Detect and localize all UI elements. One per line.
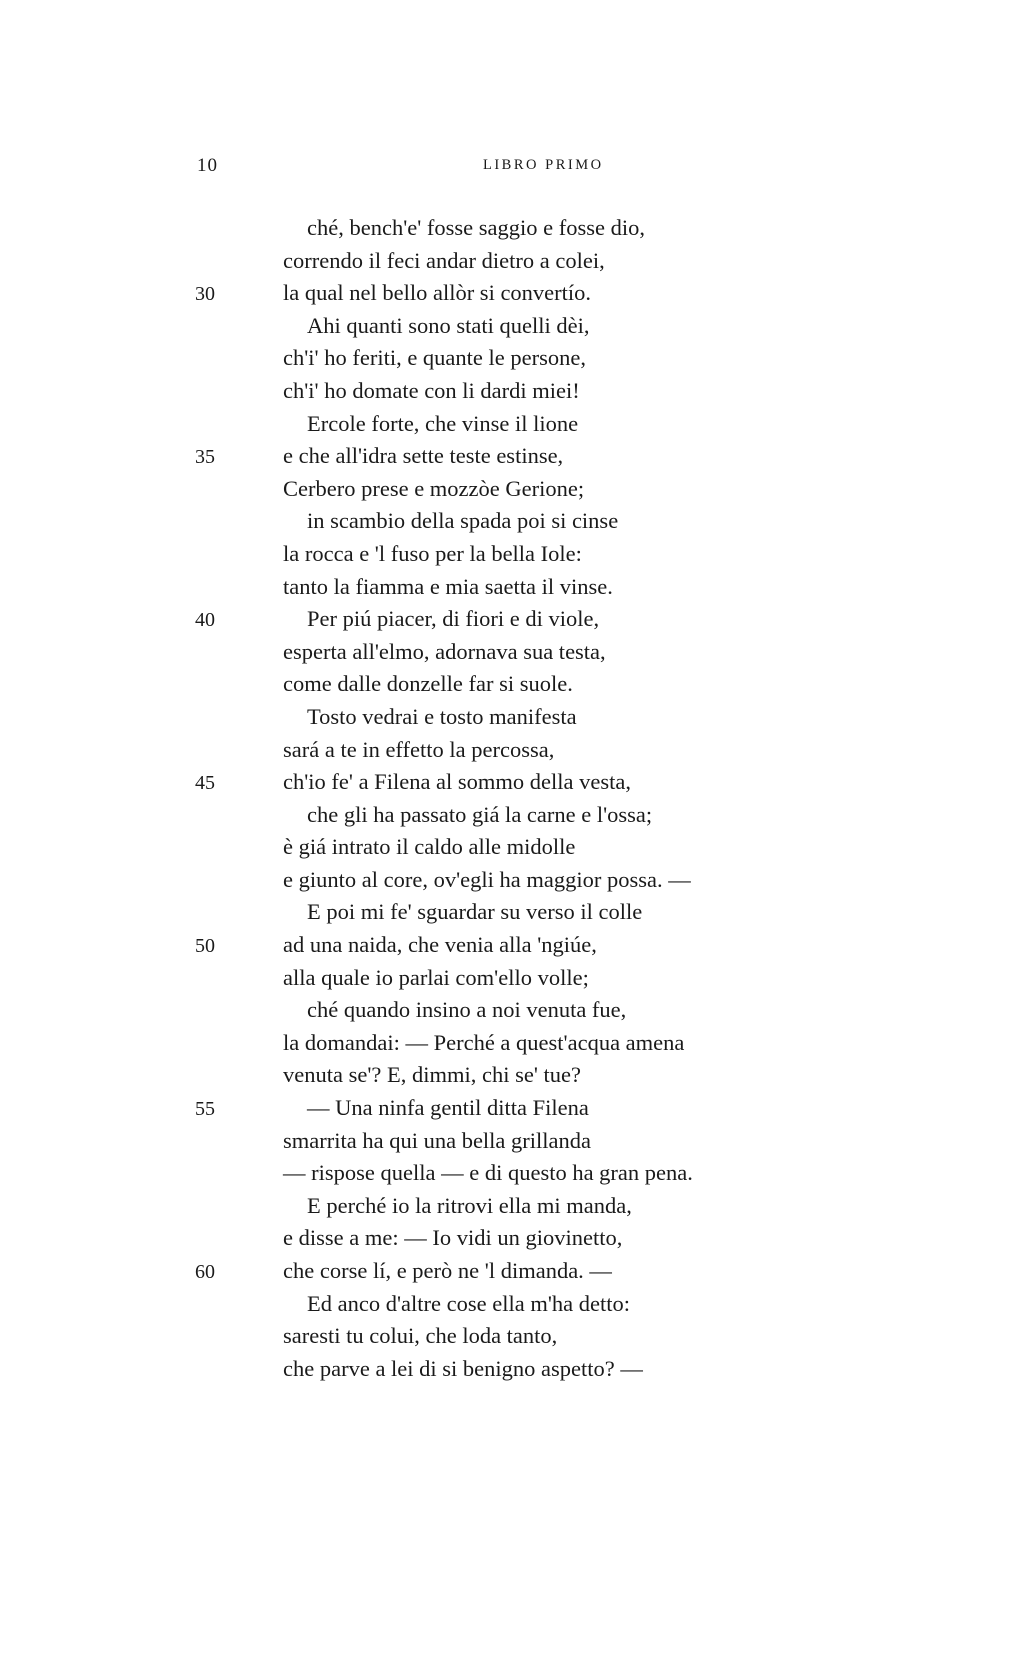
line-number: 40 bbox=[195, 609, 215, 632]
verse-text: Cerbero prese e mozzòe Gerione; bbox=[283, 475, 585, 501]
verse-line bbox=[0, 603, 1016, 636]
verse-line bbox=[0, 505, 1016, 538]
verse-text: ché quando insino a noi venuta fue, bbox=[307, 997, 627, 1023]
verse-text: ch'i' ho feriti, e quante le persone, bbox=[283, 345, 586, 371]
verse-line bbox=[0, 440, 1016, 473]
verse-text: smarrita ha qui una bella grillanda bbox=[283, 1127, 592, 1153]
line-number: 60 bbox=[195, 1261, 215, 1283]
verse-text: Tosto vedrai e tosto manifesta bbox=[307, 703, 577, 729]
verse-line bbox=[0, 571, 1016, 604]
verse-line bbox=[0, 408, 1016, 441]
verse-line bbox=[0, 1320, 1016, 1353]
verse-line bbox=[0, 994, 1016, 1027]
verse-line bbox=[0, 701, 1016, 734]
verse-text: correndo il feci andar dietro a colei, bbox=[283, 247, 605, 273]
verse-text: tanto la fiamma e mia saetta il vinse. bbox=[283, 573, 613, 599]
line-number: 45 bbox=[195, 772, 215, 795]
verse-line bbox=[0, 734, 1016, 767]
verse-text: venuta se'? E, dimmi, chi se' tue? bbox=[283, 1062, 582, 1088]
verse-line bbox=[0, 864, 1016, 897]
verse-line bbox=[0, 342, 1016, 375]
line-number: 30 bbox=[195, 283, 215, 306]
verse-text: ad una naida, che venia alla 'ngiúe, bbox=[283, 932, 597, 958]
verse-line bbox=[0, 962, 1016, 995]
verse-text: la rocca e 'l fuso per la bella Iole: bbox=[283, 540, 582, 566]
verse-line bbox=[0, 245, 1016, 278]
verse-text: Ercole forte, che vinse il lione bbox=[307, 410, 579, 436]
line-number: 50 bbox=[195, 935, 215, 958]
verse-text: la qual nel bello allòr si convertío. bbox=[283, 280, 592, 306]
verse-line bbox=[0, 277, 1016, 310]
verse-line bbox=[0, 1353, 1016, 1386]
poem-text bbox=[0, 212, 1016, 1385]
verse-line bbox=[0, 212, 1016, 245]
running-title: LIBRO PRIMO bbox=[483, 157, 604, 173]
verse-text: in scambio della spada poi si cinse bbox=[307, 508, 619, 534]
verse-line bbox=[0, 1092, 1016, 1125]
verse-line bbox=[0, 1157, 1016, 1190]
verse-text: Ed anco d'altre cose ella m'ha detto: bbox=[307, 1290, 630, 1316]
verse-line bbox=[0, 636, 1016, 669]
verse-line bbox=[0, 473, 1016, 506]
verse-text: e disse a me: — Io vidi un giovinetto, bbox=[283, 1225, 623, 1251]
line-number: 35 bbox=[195, 446, 215, 469]
verse-text: ché, bench'e' fosse saggio e fosse dio, bbox=[307, 215, 646, 240]
verse-line bbox=[0, 831, 1016, 864]
verse-line bbox=[0, 799, 1016, 832]
verse-line bbox=[0, 766, 1016, 799]
verse-line bbox=[0, 538, 1016, 571]
verse-line bbox=[0, 1255, 1016, 1288]
verse-text: la domandai: — Perché a quest'acqua amena bbox=[283, 1029, 685, 1055]
verse-line bbox=[0, 1190, 1016, 1223]
verse-text: E poi mi fe' sguardar su verso il colle bbox=[307, 899, 643, 925]
verse-line bbox=[0, 310, 1016, 343]
verse-text: alla quale io parlai com'ello volle; bbox=[283, 964, 589, 990]
line-number: 55 bbox=[195, 1098, 215, 1121]
verse-text: ch'io fe' a Filena al sommo della vesta, bbox=[283, 769, 632, 795]
verse-line bbox=[0, 1288, 1016, 1321]
verse-line bbox=[0, 1027, 1016, 1060]
verse-text: come dalle donzelle far si suole. bbox=[283, 671, 573, 697]
verse-line bbox=[0, 1222, 1016, 1255]
page-header bbox=[0, 155, 1016, 185]
verse-line bbox=[0, 375, 1016, 408]
verse-text: — rispose quella — e di questo ha gran pena. bbox=[283, 1160, 693, 1186]
verse-text: Per piú piacer, di fiori e di viole, bbox=[307, 606, 600, 632]
verse-line bbox=[0, 896, 1016, 929]
verse-text: saresti tu colui, che loda tanto, bbox=[283, 1323, 558, 1349]
verse-text: — Una ninfa gentil ditta Filena bbox=[307, 1095, 589, 1121]
verse-text: esperta all'elmo, adornava sua testa, bbox=[283, 638, 606, 664]
verse-text: Ahi quanti sono stati quelli dèi, bbox=[307, 312, 590, 338]
verse-text: e che all'idra sette teste estinse, bbox=[283, 443, 564, 469]
page-number: 10 bbox=[197, 155, 218, 176]
verse-text: e giunto al core, ov'egli ha maggior possa. — bbox=[283, 866, 691, 892]
verse-text: che parve a lei di si benigno aspetto? — bbox=[283, 1355, 643, 1381]
verse-line bbox=[0, 668, 1016, 701]
verse-text: che gli ha passato giá la carne e l'ossa; bbox=[307, 801, 653, 827]
verse-text: ch'i' ho domate con li dardi miei! bbox=[283, 377, 580, 403]
verse-text: che corse lí, e però ne 'l dimanda. — bbox=[283, 1258, 612, 1283]
verse-line bbox=[0, 1059, 1016, 1092]
verse-text: sará a te in effetto la percossa, bbox=[283, 736, 555, 762]
verse-line bbox=[0, 929, 1016, 962]
verse-line bbox=[0, 1125, 1016, 1158]
verse-text: E perché io la ritrovi ella mi manda, bbox=[307, 1192, 632, 1218]
verse-text: è giá intrato il caldo alle midolle bbox=[283, 834, 576, 860]
